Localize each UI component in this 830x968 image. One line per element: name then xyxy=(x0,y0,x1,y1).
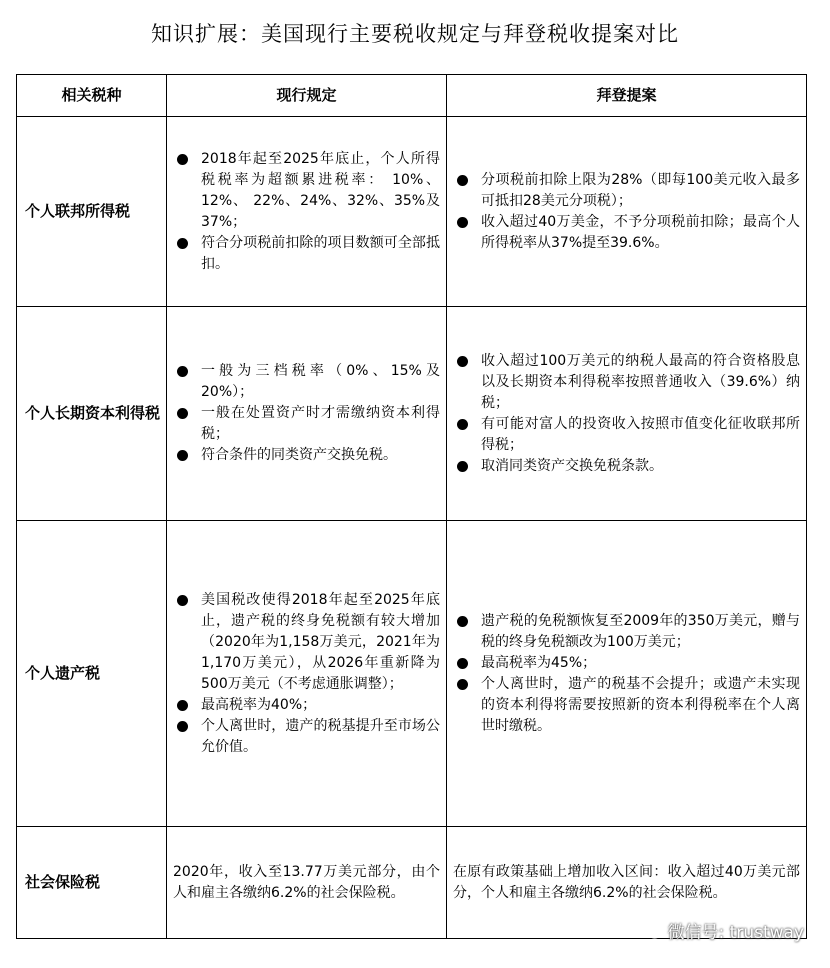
header-current-rules: 现行规定 xyxy=(167,75,447,117)
bullet-icon xyxy=(457,616,468,627)
list-item: 最高税率为40%； xyxy=(173,695,440,716)
tax-type-cell: 个人长期资本利得税 xyxy=(17,307,167,521)
list-item: 分项税前扣除上限为28%（即每100美元收入最多可抵扣28美元分项税）； xyxy=(453,170,800,212)
list-item: 一般为三档税率（0%、15%及20%）； xyxy=(173,361,440,403)
current-rules-cell xyxy=(167,307,447,521)
tax-comparison-table xyxy=(16,74,807,939)
page-title: 知识扩展：美国现行主要税收规定与拜登税收提案对比 xyxy=(151,22,679,46)
tax-type-cell: 个人遗产税 xyxy=(17,521,167,827)
bullet-icon xyxy=(457,658,468,669)
table-row xyxy=(17,307,807,521)
bullet-icon xyxy=(457,461,468,472)
wechat-icon xyxy=(640,922,662,940)
proposal-cell xyxy=(447,521,807,827)
list-item: 2018年起至2025年底止，个人所得税税率为超额累进税率： 10%、 12%、 22%、24%、32%、35%及37%； xyxy=(173,149,440,233)
list-item: 最高税率为45%； xyxy=(453,653,800,674)
bullet-icon xyxy=(177,721,188,732)
list-item: 收入超过40万美金，不予分项税前扣除；最高个人所得税率从37%提至39.6%。 xyxy=(453,212,800,254)
wechat-watermark xyxy=(640,918,804,943)
current-rules-cell xyxy=(167,521,447,827)
bullet-icon xyxy=(177,700,188,711)
table-row xyxy=(17,521,807,827)
header-biden-proposal: 拜登提案 xyxy=(447,75,807,117)
bullet-icon xyxy=(457,679,468,690)
watermark-text: 微信号: trustway xyxy=(667,923,804,943)
bullet-icon xyxy=(177,154,188,165)
table-header-row xyxy=(17,75,807,117)
bullet-icon xyxy=(457,356,468,367)
list-item: 有可能对富人的投资收入按照市值变化征收联邦所得税； xyxy=(453,414,800,456)
proposal-cell: 在原有政策基础上增加收入区间：收入超过40万美元部分，个人和雇主各缴纳6.2%的社会保险税。 xyxy=(447,827,807,939)
list-item: 个人离世时，遗产的税基不会提升；或遗产未实现的资本利得将需要按照新的资本利得税率在个人离世时缴税。 xyxy=(453,674,800,737)
header-tax-type: 相关税种 xyxy=(17,75,167,117)
list-item: 个人离世时，遗产的税基提升至市场公允价值。 xyxy=(173,716,440,758)
bullet-icon xyxy=(457,175,468,186)
bullet-icon xyxy=(457,419,468,430)
bullet-icon xyxy=(177,595,188,606)
current-rules-cell: 2020年，收入至13.77万美元部分，由个人和雇主各缴纳6.2%的社会保险税。 xyxy=(167,827,447,939)
list-item: 收入超过100万美元的纳税人最高的符合资格股息以及长期资本利得税率按照普通收入（39.6%）纳税； xyxy=(453,351,800,414)
list-item: 一般在处置资产时才需缴纳资本利得税； xyxy=(173,403,440,445)
proposal-cell xyxy=(447,307,807,521)
bullet-icon xyxy=(177,366,188,377)
list-item: 取消同类资产交换免税条款。 xyxy=(453,456,800,477)
list-item: 符合条件的同类资产交换免税。 xyxy=(173,445,440,466)
tax-type-cell: 社会保险税 xyxy=(17,827,167,939)
bullet-icon xyxy=(177,408,188,419)
bullet-icon xyxy=(177,450,188,461)
proposal-cell xyxy=(447,117,807,307)
table-row xyxy=(17,117,807,307)
tax-type-cell: 个人联邦所得税 xyxy=(17,117,167,307)
bullet-icon xyxy=(457,217,468,228)
list-item: 符合分项税前扣除的项目数额可全部抵扣。 xyxy=(173,233,440,275)
current-rules-cell xyxy=(167,117,447,307)
list-item: 遗产税的免税额恢复至2009年的350万美元，赠与税的终身免税额改为100万美元； xyxy=(453,611,800,653)
bullet-icon xyxy=(177,238,188,249)
list-item: 美国税改使得2018年起至2025年底止，遗产税的终身免税额有较大增加（2020年为1,158万美元，2021年为1,170万美元），从2026年重新降为500万美元（不考虑通胀调整）； xyxy=(173,590,440,695)
